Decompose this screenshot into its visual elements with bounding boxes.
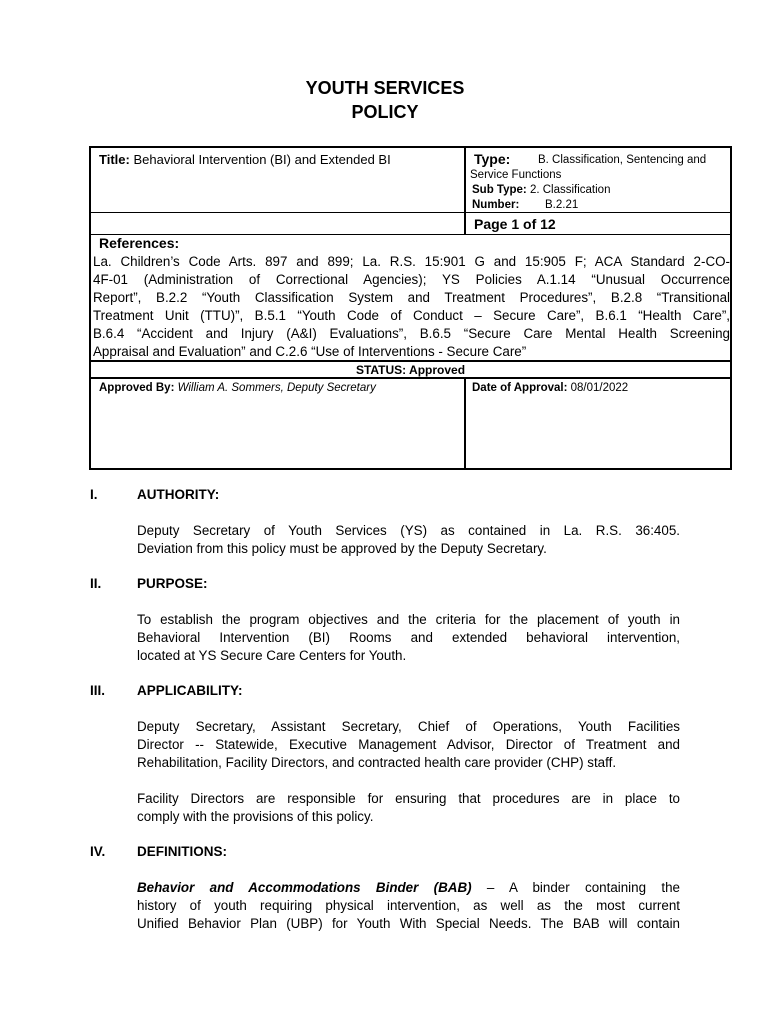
date-of-approval-field	[472, 381, 628, 395]
references-line: Report”, B.2.2 “Youth Classification System and Treatment Procedures”, B.2.8 “Transitional	[93, 290, 730, 305]
page-indicator: Page 1 of 12	[474, 216, 556, 232]
purpose-paragraph: To establish the program objectives and the criteria for the placement of youth in Behavioral Intervention (BI) Rooms and extended behavioral intervention, located at YS Secure Care Centers for Youth.	[137, 612, 680, 663]
title-line-1: YOUTH SERVICES	[305, 78, 465, 98]
title-field	[99, 152, 391, 168]
section-number: IV.	[90, 844, 106, 859]
table-divider	[91, 234, 730, 235]
references-line: La. Children’s Code Arts. 897 and 899; La. R.S. 15:901 G and 15:905 F; ACA Standard 2-CO-	[93, 254, 730, 269]
definition-paragraph: Behavior and Accommodations Binder (BAB) – A binder containing the history of youth requiring physical intervention, as well as the most current Unified Behavior Plan (UBP) for Youth With Special Needs. The BAB will contain	[137, 880, 680, 931]
policy-header-table	[89, 146, 732, 470]
section-heading-definitions: DEFINITIONS:	[137, 844, 227, 859]
section-number: I.	[90, 487, 98, 502]
status-badge: STATUS: Approved	[355, 363, 466, 377]
type-label: Type:	[474, 151, 511, 167]
type-value-line-1: B. Classification, Sentencing and	[538, 154, 707, 166]
section-heading-applicability: APPLICABILITY:	[137, 683, 243, 698]
section-number: II.	[90, 576, 102, 591]
subtype-value: 2. Classification	[529, 184, 611, 196]
table-divider	[464, 377, 466, 470]
table-divider	[91, 212, 464, 213]
references-line: 4F-01 (Administration of Correctional Agencies); YS Policies A.1.14 “Unusual Occurrence	[93, 272, 730, 287]
subtype-label: Sub Type:	[472, 184, 527, 196]
references-text	[93, 253, 730, 361]
date-label: Date of Approval:	[472, 382, 568, 394]
approved-by-label: Approved By:	[99, 382, 175, 394]
title-line-2: POLICY	[351, 102, 419, 122]
type-value-line-2: Service Functions	[470, 169, 562, 181]
table-divider	[466, 212, 730, 213]
applicability-paragraph: Deputy Secretary, Assistant Secretary, Chief of Operations, Youth Facilities Director -- Statewide, Executive Management Advisor, Director of Treatment and Rehabilitation, Facility Directors, and contracted health care provider (CHP) staff.	[137, 719, 680, 770]
references-label: References:	[99, 235, 180, 251]
number-value: B.2.21	[545, 199, 579, 211]
references-line: B.6.4 “Accident and Injury (A&I) Evaluations”, B.6.5 “Secure Care Mental Health Screening	[93, 326, 730, 341]
subtype-field	[472, 183, 610, 197]
title-label: Title:	[99, 152, 130, 167]
definition-first-line: Behavior and Accommodations Binder (BAB) – A binder containing the	[137, 880, 680, 895]
section-heading-authority: AUTHORITY:	[137, 487, 220, 502]
approved-by-value: William A. Sommers, Deputy Secretary	[177, 382, 376, 394]
table-divider	[464, 148, 466, 234]
date-value: 08/01/2022	[570, 382, 629, 394]
approved-by-field	[99, 381, 376, 395]
definition-term: Behavior and Accommodations Binder (BAB)	[137, 880, 472, 895]
document-title	[0, 76, 770, 124]
number-label: Number:	[472, 199, 520, 211]
references-line: Treatment Unit (TTU)”, B.5.1 “Youth Code of Conduct – Secure Care”, B.6.1 “Health Care”,	[93, 308, 730, 323]
applicability-paragraph-2: Facility Directors are responsible for ensuring that procedures are in place to comply with the provisions of this policy.	[137, 791, 680, 824]
section-number: III.	[90, 683, 106, 698]
title-value: Behavioral Intervention (BI) and Extended BI	[133, 152, 391, 167]
authority-paragraph: Deputy Secretary of Youth Services (YS) as contained in La. R.S. 36:405. Deviation from this policy must be approved by the Deputy Secretary.	[137, 523, 680, 556]
references-line: Appraisal and Evaluation” and C.2.6 “Use of Interventions - Secure Care”	[93, 344, 527, 359]
section-heading-purpose: PURPOSE:	[137, 576, 208, 591]
